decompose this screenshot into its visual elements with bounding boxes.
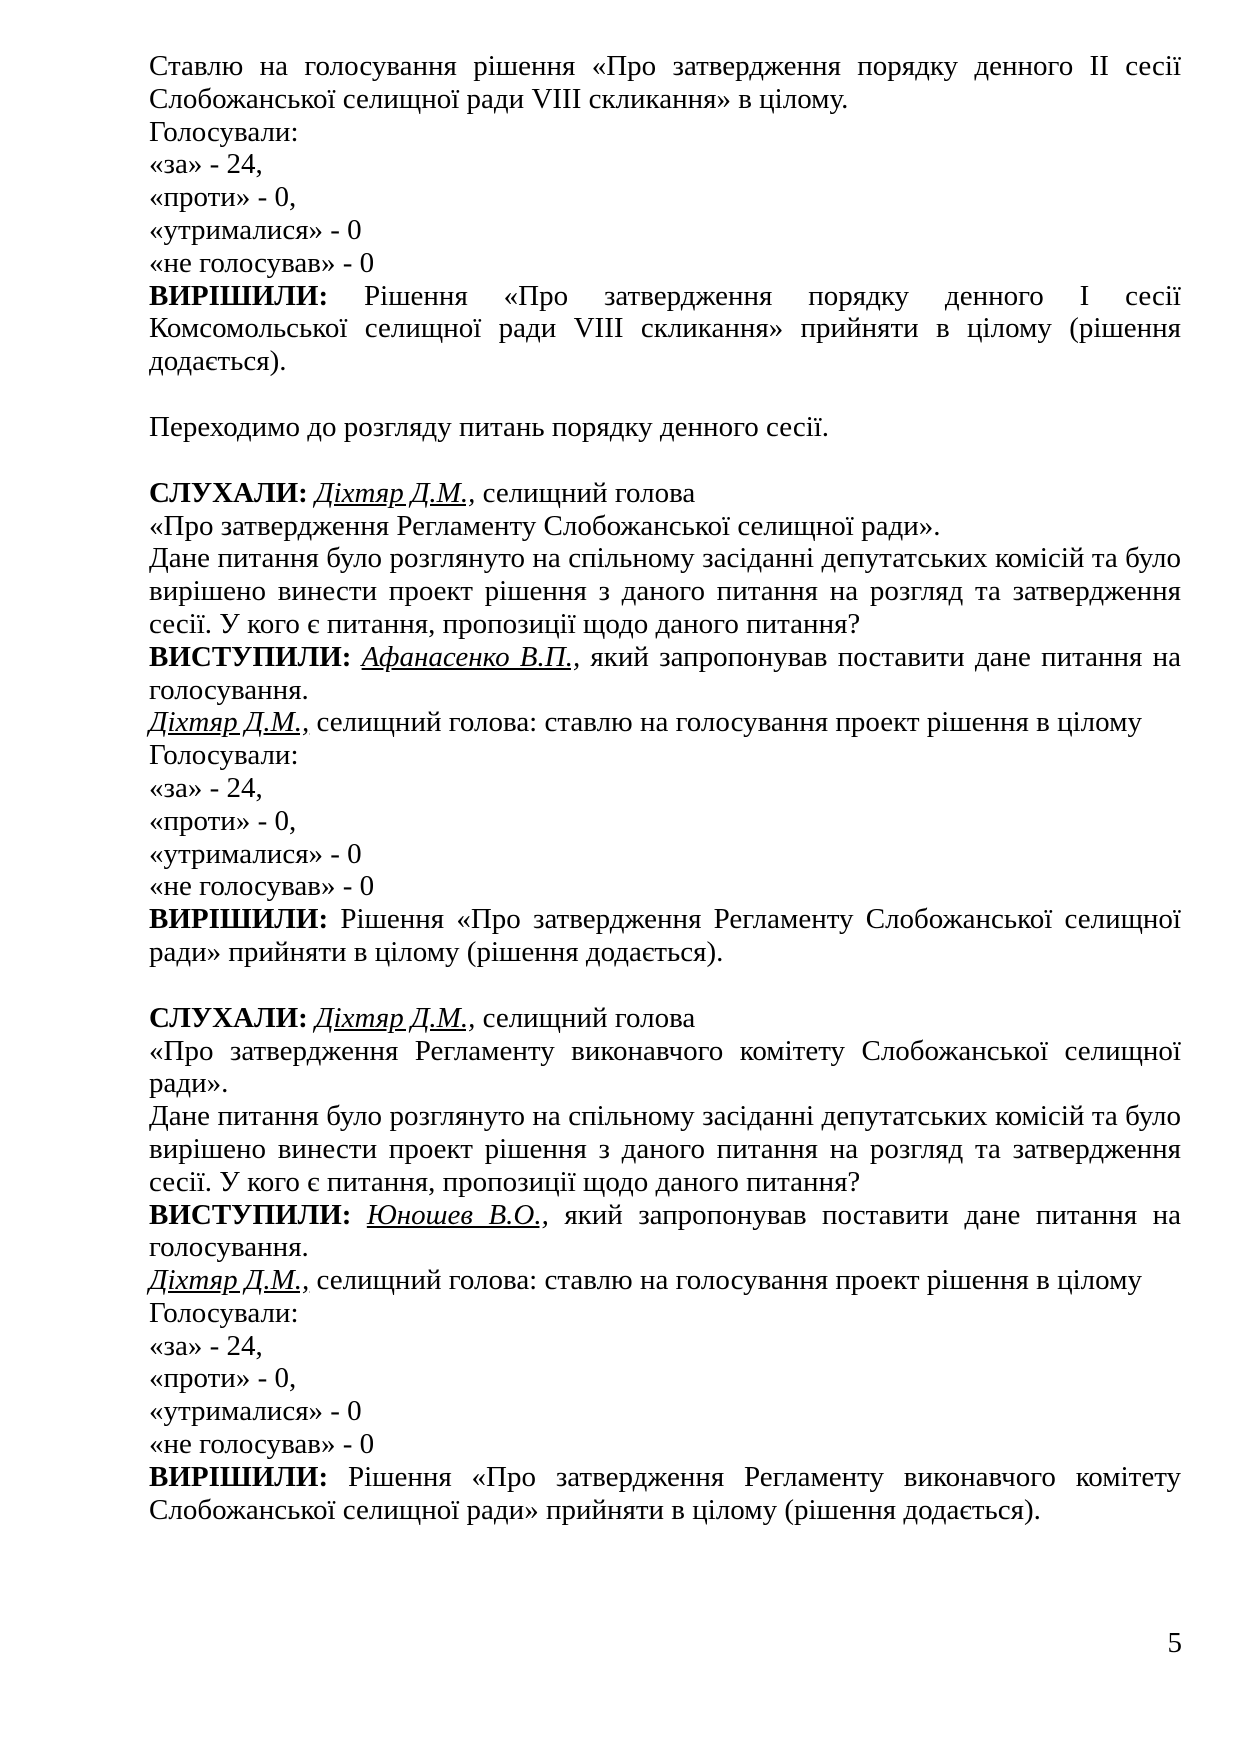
spoke-label: ВИСТУПИЛИ: [149,640,352,673]
vote-against: «проти» - 0, [149,804,297,837]
spoke-text: який запропонував поставити дане питання на голосування. [149,1198,1181,1264]
item-1-spoke [149,641,1181,707]
vote-for: «за» - 24, [149,1329,263,1362]
speaker-role: селищний голова [475,476,696,509]
vote-for: «за» - 24, [149,148,263,181]
chair-text: селищний голова: ставлю на голосування проект рішення в цілому [309,1264,1142,1297]
vote-abstained: «утрималися» - 0 [149,1395,362,1428]
vote-header: Голосували: [149,1296,299,1329]
decided-label: ВИРІШИЛИ: [149,903,329,936]
opening-decision [149,280,1181,378]
chair-text: селищний голова: ставлю на голосування проект рішення в цілому [309,706,1142,739]
item-1-chair [149,706,1181,739]
decided-text: Рішення «Про затвердження порядку денного І сесії Комсомольської селищної ради VIII скликання» прийняти в цілому (рішення додається). [149,279,1181,378]
vote-not-voted: «не голосував» - 0 [149,246,375,279]
decided-text: Рішення «Про затвердження Регламенту виконавчого комітету Слобожанської селищної ради» прийняти в цілому (рішення додається). [149,1460,1181,1526]
spoke-text: який запропонував поставити дане питання на голосування. [149,640,1181,706]
decided-label: ВИРІШИЛИ: [149,1460,329,1493]
speaker-name: Діхтяр Д.М., [315,1001,476,1034]
spoke-label: ВИСТУПИЛИ: [149,1198,352,1231]
vote-against: «проти» - 0, [149,1362,297,1395]
item-1-discussion: Дане питання було розглянуто на спільному засіданні депутатських комісій та було вирішено винести проект рішення з даного питання на розгляд та затвердження сесії. У кого є питання, пропозиції щодо даного питання? [149,542,1181,640]
agenda-transition: Переходимо до розгляду питань порядку денного сесії. [149,410,830,443]
heard-label: СЛУХАЛИ: [149,1001,308,1034]
item-1-heard [149,477,1181,510]
heard-label: СЛУХАЛИ: [149,476,308,509]
vote-against: «проти» - 0, [149,181,297,214]
vote-header: Голосували: [149,115,299,148]
speaker-name: Юношев В.О., [366,1198,549,1231]
vote-for: «за» - 24, [149,771,263,804]
item-2-discussion: Дане питання було розглянуто на спільному засіданні депутатських комісій та було вирішено винести проект рішення з даного питання на розгляд та затвердження сесії. У кого є питання, пропозиції щодо даного питання? [149,1100,1181,1198]
item-1-decision [149,903,1181,969]
item-2-spoke [149,1199,1181,1265]
vote-abstained: «утрималися» - 0 [149,213,362,246]
decided-label: ВИРІШИЛИ: [149,279,329,312]
chair-name: Діхтяр Д.М., [149,1264,310,1297]
item-1-topic: «Про затвердження Регламенту Слобожанської селищної ради». [149,509,941,542]
vote-not-voted: «не голосував» - 0 [149,870,375,903]
vote-abstained: «утрималися» - 0 [149,837,362,870]
chair-name: Діхтяр Д.М., [149,706,310,739]
item-2-chair [149,1264,1181,1297]
item-2-heard [149,1002,1181,1035]
vote-not-voted: «не голосував» - 0 [149,1428,375,1461]
vote-header: Голосували: [149,739,299,772]
page-number: 5 [1167,1627,1182,1659]
item-2-decision [149,1461,1181,1527]
item-2-topic: «Про затвердження Регламенту виконавчого комітету Слобожанської селищної ради». [149,1034,1181,1100]
opening-proposal: Ставлю на голосування рішення «Про затвердження порядку денного ІІ сесії Слобожанської селищної ради VIII скликання» в цілому. [149,50,1181,115]
decided-text: Рішення «Про затвердження Регламенту Слобожанської селищної ради» прийняти в цілому (рішення додається). [149,903,1181,968]
speaker-name: Діхтяр Д.М., [315,476,476,509]
document-body [149,50,1181,1526]
speaker-name: Афанасенко В.П., [361,640,581,673]
speaker-role: селищний голова [475,1001,696,1034]
